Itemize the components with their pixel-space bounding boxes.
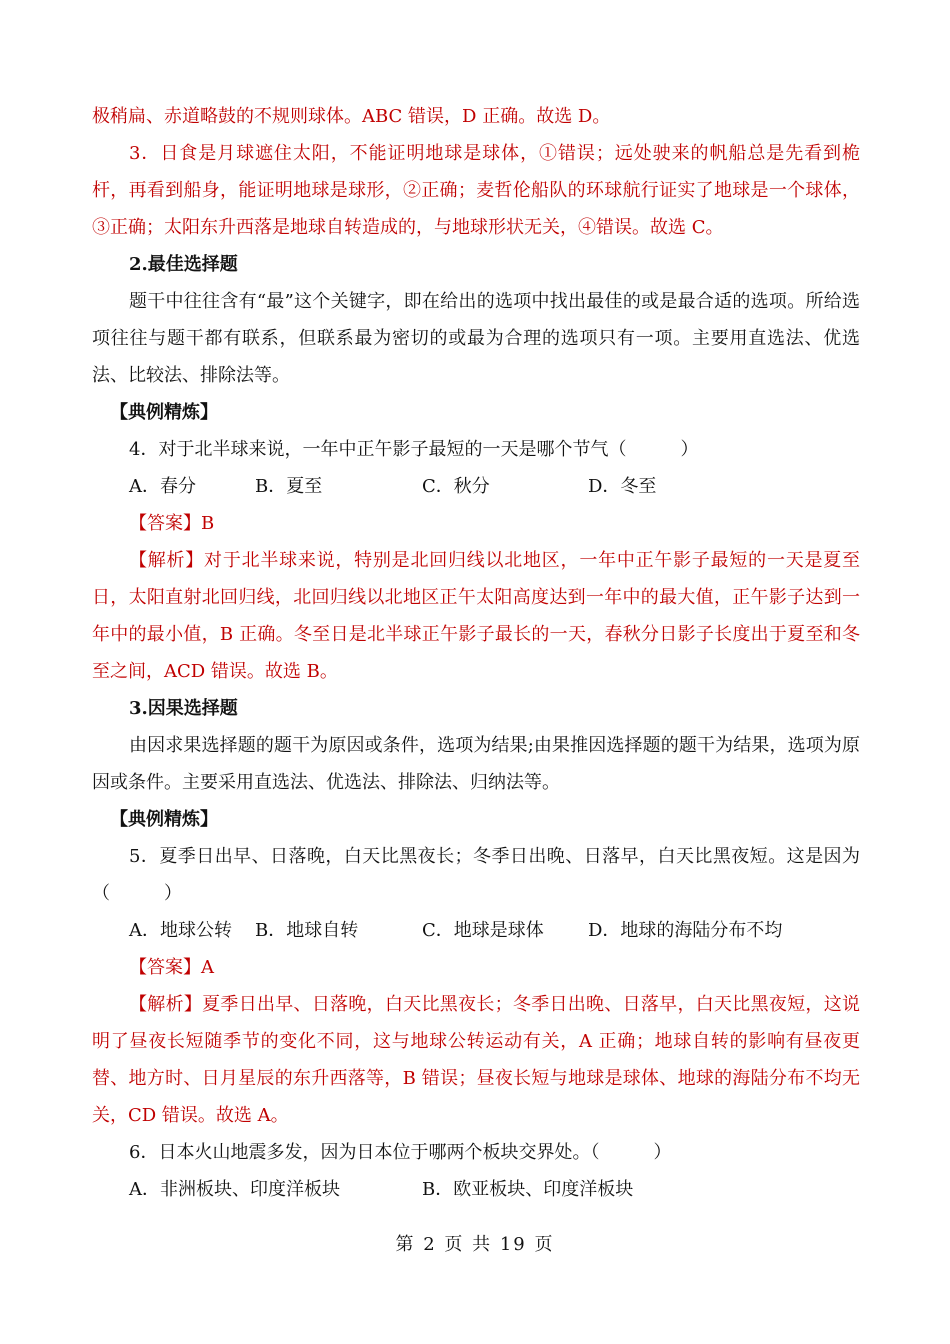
question-6-options bbox=[92, 1171, 860, 1208]
question-5: 5．夏季日出早、日落晚，白天比黑夜长；冬季日出晚、日落早，白天比黑夜短。这是因为（ ） bbox=[92, 846, 860, 904]
option-c: C．秋分 bbox=[422, 476, 490, 497]
answer-5: 【答案】A bbox=[129, 957, 214, 978]
section-title-cause-effect: 3.因果选择题 bbox=[129, 698, 238, 719]
explanation-5: 【解析】夏季日出早、日落晚，白天比黑夜长；冬季日出晚、日落早，白天比黑夜短，这说明了昼夜长短随季节的变化不同，这与地球公转运动有关，A 正确；地球自转的影响有昼夜更替、地方时、日月星辰的东升西落等，B 错误；昼夜长短与地球是球体、地球的海陆分布不均无关，CD 错误。故选 A。 bbox=[92, 994, 860, 1126]
option-b: B．地球自转 bbox=[255, 920, 359, 941]
option-a: A．春分 bbox=[129, 476, 196, 497]
question-6: 6．日本火山地震多发，因为日本位于哪两个板块交界处。（ ） bbox=[129, 1142, 672, 1163]
option-b: B．欧亚板块、印度洋板块 bbox=[422, 1179, 634, 1200]
explanation-continuation: 极稍扁、赤道略鼓的不规则球体。ABC 错误，D 正确。故选 D。 bbox=[92, 106, 611, 127]
option-a: A．非洲板块、印度洋板块 bbox=[129, 1179, 340, 1200]
option-a: A．地球公转 bbox=[129, 920, 232, 941]
section-description-best-choice: 题干中往往含有“最”这个关键字，即在给出的选项中找出最佳的或是最合适的选项。所给选项往往与题干都有联系，但联系最为密切的或最为合理的选项只有一项。主要用直选法、优选法、比较法、排除法等。 bbox=[92, 291, 860, 386]
section-title-best-choice: 2.最佳选择题 bbox=[129, 254, 238, 275]
question-5-options bbox=[92, 912, 860, 949]
example-label: 【典例精炼】 bbox=[110, 809, 218, 830]
option-c: C．地球是球体 bbox=[422, 920, 544, 941]
page-content bbox=[92, 98, 860, 1208]
option-b: B．夏至 bbox=[255, 476, 323, 497]
section-description-cause-effect: 由因求果选择题的题干为原因或条件，选项为结果;由果推因选择题的题干为结果，选项为原因或条件。主要采用直选法、优选法、排除法、归纳法等。 bbox=[92, 735, 860, 793]
page-number-footer: 第 2 页 共 19 页 bbox=[395, 1234, 555, 1255]
example-label: 【典例精炼】 bbox=[110, 402, 218, 423]
question-4-options bbox=[92, 468, 860, 505]
option-d: D．冬至 bbox=[588, 476, 657, 497]
explanation-3: 3．日食是月球遮住太阳，不能证明地球是球体，①错误；远处驶来的帆船总是先看到桅杆，再看到船身，能证明地球是球形，②正确；麦哲伦船队的环球航行证实了地球是一个球体，③正确；太阳东升西落是地球自转造成的，与地球形状无关，④错误。故选 C。 bbox=[92, 143, 860, 238]
question-4: 4．对于北半球来说，一年中正午影子最短的一天是哪个节气（ ） bbox=[129, 439, 699, 460]
option-d: D．地球的海陆分布不均 bbox=[588, 920, 783, 941]
explanation-4: 【解析】对于北半球来说，特别是北回归线以北地区，一年中正午影子最短的一天是夏至日，太阳直射北回归线，北回归线以北地区正午太阳高度达到一年中的最大值，正午影子达到一年中的最小值，B 正确。冬至日是北半球正午影子最长的一天，春秋分日影子长度出于夏至和冬至之间，ACD 错误。故选 B。 bbox=[92, 550, 860, 682]
answer-4: 【答案】B bbox=[129, 513, 215, 534]
